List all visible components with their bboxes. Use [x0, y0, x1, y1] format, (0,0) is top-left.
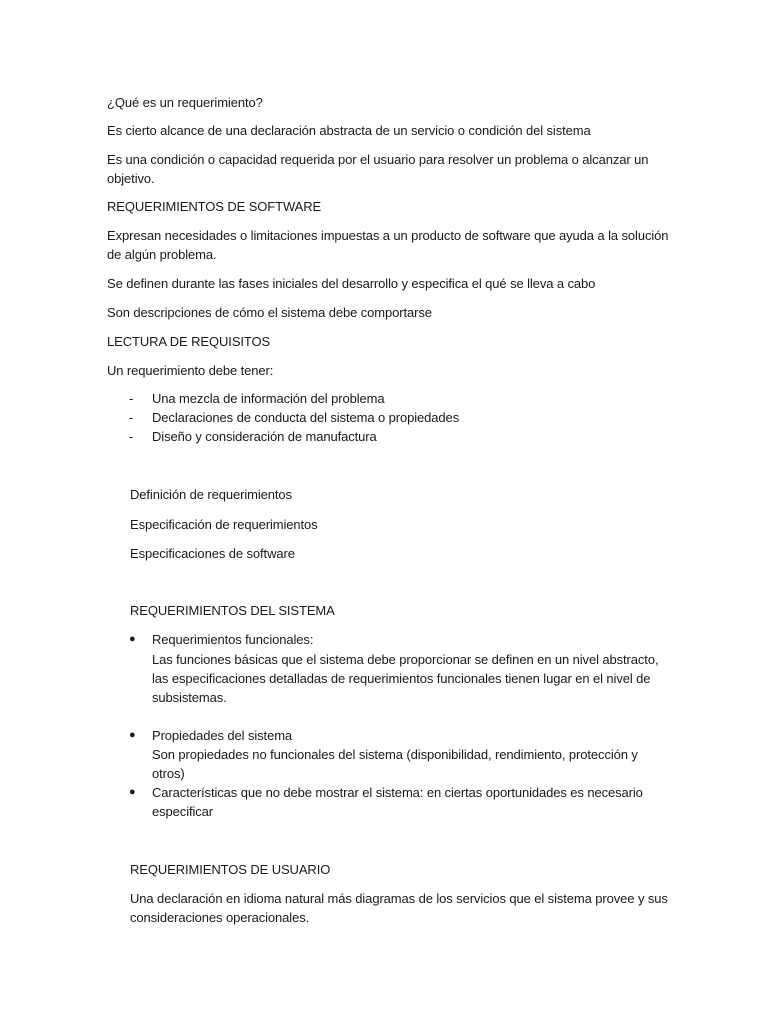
list-item: Diseño y consideración de manufactura	[152, 429, 377, 444]
list-dash: -	[129, 410, 134, 425]
definition-item: Definición de requerimientos	[130, 487, 292, 502]
list-item: Una mezcla de información del problema	[152, 391, 385, 406]
lectura-heading: LECTURA DE REQUISITOS	[107, 334, 271, 349]
bullet-2-line-1: Son propiedades no funcionales del sistema (disponibilidad, rendimiento, protección y	[152, 747, 638, 762]
bullet-icon: ●	[129, 729, 136, 741]
sistema-heading: REQUERIMIENTOS DEL SISTEMA	[130, 603, 335, 618]
bullet-1-line-3: subsistemas.	[152, 690, 227, 705]
bullet-1-line-1: Las funciones básicas que el sistema debe proporcionar se definen en un nivel abstracto,	[152, 652, 659, 667]
bullet-icon: ●	[129, 786, 136, 798]
bullet-icon: ●	[129, 633, 136, 645]
list-item: Declaraciones de conducta del sistema o propiedades	[152, 410, 460, 425]
question-heading: ¿Qué es un requerimiento?	[107, 95, 263, 110]
bullet-1-title: Requerimientos funcionales:	[152, 632, 314, 647]
software-paragraph-3: Son descripciones de cómo el sistema debe comportarse	[107, 305, 432, 320]
bullet-2-line-2: otros)	[152, 766, 185, 781]
definition-2-line-2: objetivo.	[107, 171, 155, 186]
definition-item: Especificación de requerimientos	[130, 517, 318, 532]
bullet-3-line-2: especificar	[152, 804, 214, 819]
bullet-2-title: Propiedades del sistema	[152, 728, 293, 743]
usuario-paragraph-line-2: consideraciones operacionales.	[130, 910, 310, 925]
definition-item: Especificaciones de software	[130, 546, 295, 561]
bullet-1-line-2: las especificaciones detalladas de requerimientos funcionales tienen lugar en el nivel de	[152, 671, 651, 686]
lectura-intro: Un requerimiento debe tener:	[107, 363, 274, 378]
software-paragraph-1-line-1: Expresan necesidades o limitaciones impuestas a un producto de software que ayuda a la solución	[107, 228, 669, 243]
list-dash: -	[129, 391, 134, 406]
list-dash: -	[129, 429, 134, 444]
software-paragraph-1-line-2: de algún problema.	[107, 247, 217, 262]
definition-1: Es cierto alcance de una declaración abstracta de un servicio o condición del sistema	[107, 123, 591, 138]
software-heading: REQUERIMIENTOS DE SOFTWARE	[107, 199, 322, 214]
software-paragraph-2: Se definen durante las fases iniciales del desarrollo y especifica el qué se lleva a cabo	[107, 276, 596, 291]
usuario-heading: REQUERIMIENTOS DE USUARIO	[130, 862, 331, 877]
definition-2-line-1: Es una condición o capacidad requerida por el usuario para resolver un problema o alcanzar un	[107, 152, 649, 167]
usuario-paragraph-line-1: Una declaración en idioma natural más diagramas de los servicios que el sistema provee y sus	[130, 891, 668, 906]
bullet-3-line-1: Características que no debe mostrar el sistema: en ciertas oportunidades es necesario	[152, 785, 643, 800]
